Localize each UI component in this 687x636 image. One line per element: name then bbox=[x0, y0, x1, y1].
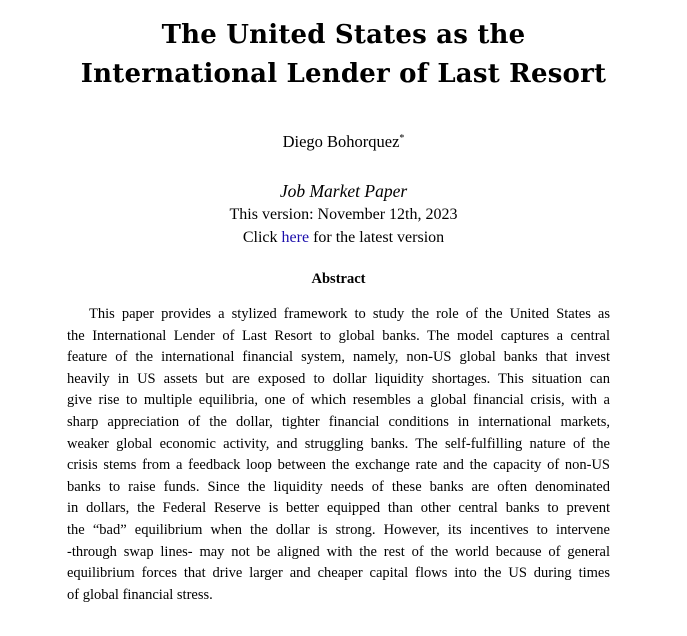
abstract-heading: Abstract bbox=[311, 271, 366, 287]
paper-subtitle: Job Market Paper bbox=[279, 181, 408, 201]
abstract-line: -through swap lines- may not be aligned with the rest of the world because of general bbox=[67, 543, 610, 560]
version-date: This version: November 12th, 2023 bbox=[229, 206, 458, 223]
paper-meta bbox=[0, 180, 687, 249]
abstract-line: sharp appreciation of the dollar, tighter financial conditions in international markets, bbox=[67, 413, 610, 430]
click-prefix: Click bbox=[242, 229, 278, 246]
title-line-2: International Lender of Last Resort bbox=[80, 59, 607, 89]
abstract-line: This paper provides a stylized framework to study the role of the United States as bbox=[89, 306, 610, 322]
abstract-line: give rise to multiple equilibria, one of which resembles a global financial crisis, with a bbox=[67, 392, 610, 409]
abstract-line: the International Lender of Last Resort to global banks. The model captures a central bbox=[67, 327, 610, 344]
abstract-line: heavily in US assets but are exposed to dollar liquidity shortages. This situation can bbox=[67, 370, 610, 387]
abstract-line: crisis stems from a feedback loop between the exchange rate and the capacity of non-US bbox=[67, 457, 610, 474]
author-block bbox=[0, 132, 687, 152]
abstract-line: the “bad” equilibrium when the dollar is strong. However, its incentives to intervene bbox=[67, 521, 610, 538]
click-suffix: for the latest version bbox=[313, 229, 445, 246]
abstract-line: banks to raise funds. Since the liquidity needs of these banks are often denominated bbox=[67, 478, 610, 495]
paper-title bbox=[0, 16, 687, 94]
abstract-body bbox=[67, 304, 610, 606]
abstract-line: feature of the international financial system, namely, non-US global banks that invest bbox=[67, 349, 610, 366]
author-footnote-mark: * bbox=[399, 133, 405, 144]
latest-version-line bbox=[0, 226, 687, 249]
abstract-line: of global financial stress. bbox=[67, 586, 213, 603]
author-name: Diego Bohorquez bbox=[282, 132, 400, 151]
title-line-1: The United States as the bbox=[161, 20, 526, 50]
abstract-line: in dollars, the Federal Reserve is better equipped than other central banks to prevent bbox=[67, 500, 610, 517]
abstract-line: equilibrium forces that drive larger and cheaper capital flows into the US during times bbox=[67, 565, 610, 582]
abstract-line: weaker global economic activity, and struggling banks. The self-fulfilling nature of the bbox=[67, 435, 610, 452]
latest-version-link[interactable]: here bbox=[281, 229, 310, 246]
